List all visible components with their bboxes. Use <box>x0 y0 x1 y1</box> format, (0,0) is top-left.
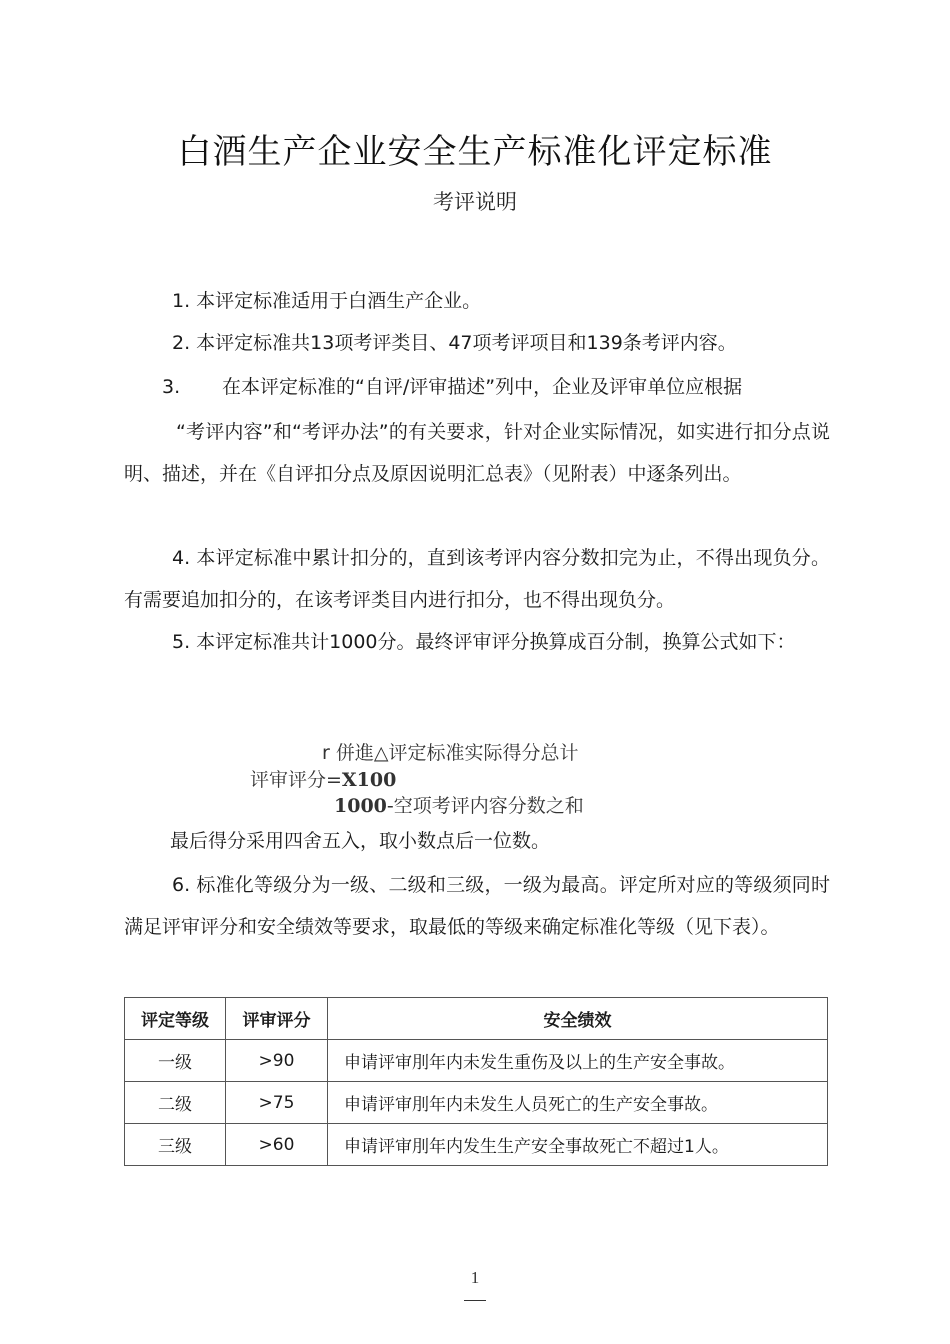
document-title: 白酒生产企业安全生产标准化评定标准 <box>177 132 773 172</box>
formula-denominator <box>334 791 584 818</box>
grade-table-header-row <box>125 998 828 1040</box>
rounding-note: 最后得分采用四舍五入，取小数点后一位数。 <box>170 830 551 852</box>
item-3-body: “考评内容”和“考评办法”的有关要求，针对企业实际情况，如实进行扣分点说明、描述，并在《自评扣分点及原因说明汇总表》（见附表）中逐条列出。 <box>124 421 830 485</box>
item-6: 6. 标准化等级分为一级、二级和三级，一级为最高。评定所对应的等级须同时满足评审评分和安全绩效等要求，取最低的等级来确定标准化等级（见下表）。 <box>124 874 830 938</box>
header-safety-performance: 安全绩效 <box>328 998 828 1040</box>
formula-denominator-number: 1000 <box>334 795 387 817</box>
formula-numerator: r 併進△评定标准实际得分总计 <box>322 742 579 764</box>
cell-grade: 一级 <box>125 1040 226 1082</box>
item-4: 4. 本评定标准中累计扣分的，直到该考评内容分数扣完为止，不得出现负分。有需要追加扣分的，在该考评类目内进行扣分，也不得出现负分。 <box>124 547 830 611</box>
cell-safety-performance: 申请评审刖年内未发生人员死亡的生产安全事故。 <box>328 1082 828 1124</box>
cell-score: >75 <box>226 1082 328 1124</box>
item-2: 2. 本评定标准共13项考评类目、47项考评项目和139条考评内容。 <box>172 332 737 354</box>
cell-safety-performance: 申请评审刖年内未发生重伤及以上的生产安全事故。 <box>328 1040 828 1082</box>
item-1: 1. 本评定标准适用于白酒生产企业。 <box>172 290 482 312</box>
header-score: 评审评分 <box>226 998 328 1040</box>
table-row <box>125 1124 828 1166</box>
cell-score: >60 <box>226 1124 328 1166</box>
grade-table <box>124 997 828 1166</box>
item-3-number: 3. <box>162 376 181 398</box>
page-number-dash <box>464 1300 486 1301</box>
item-5: 5. 本评定标准共计1000分。最终评审评分换算成百分制，换算公式如下： <box>172 631 796 653</box>
table-row <box>125 1082 828 1124</box>
table-row <box>125 1040 828 1082</box>
formula-multiplier: X100 <box>341 769 397 791</box>
cell-grade: 三级 <box>125 1124 226 1166</box>
formula-lhs-label: 评审评分= <box>250 769 342 791</box>
formula-denominator-text: -空项考评内容分数之和 <box>386 795 584 817</box>
page-number: 1 <box>470 1268 480 1287</box>
header-grade: 评定等级 <box>125 998 226 1040</box>
cell-score: >90 <box>226 1040 328 1082</box>
item-3-line-1: 在本评定标准的“自评/评审描述”列中，企业及评审单位应根据 <box>222 376 743 398</box>
cell-grade: 二级 <box>125 1082 226 1124</box>
document-subtitle: 考评说明 <box>433 190 517 214</box>
cell-safety-performance: 申请评审刖年内发生生产安全事故死亡不超过1人。 <box>328 1124 828 1166</box>
formula-lhs <box>250 765 396 792</box>
